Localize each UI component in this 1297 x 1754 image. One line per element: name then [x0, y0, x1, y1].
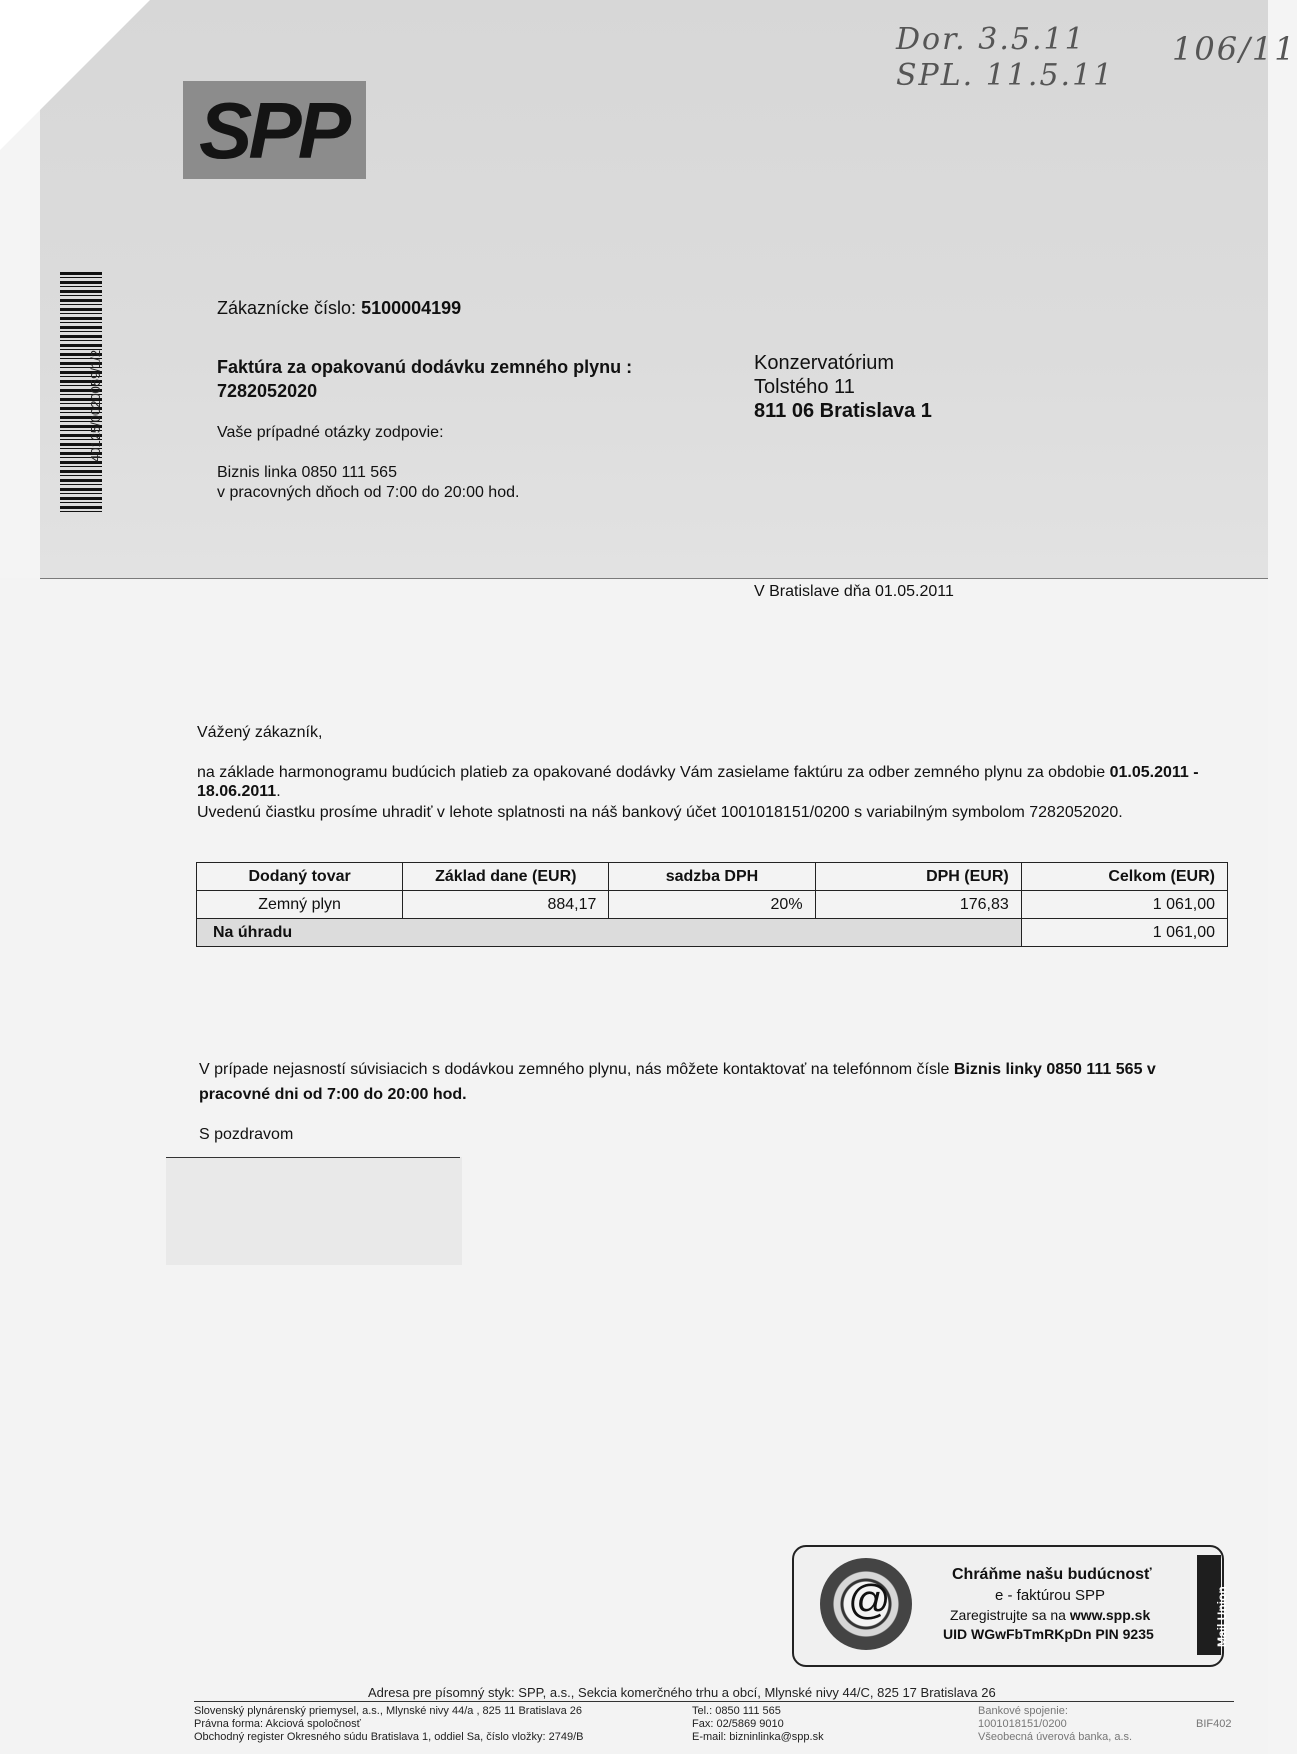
footer-divider: [194, 1701, 1234, 1702]
banner-line2: e - faktúrou SPP: [995, 1587, 1106, 1604]
paragraph-1: na základe harmonogramu budúcich platieb za opakované dodávky Vám zasielame faktúru za odber zemného plynu za obdobie 01.05.2011 - 18.06.2011.: [197, 764, 1199, 800]
table-cell: 1 061,00: [1021, 891, 1227, 919]
banner-url: www.spp.sk: [1069, 1607, 1151, 1623]
table-header: Dodaný tovar: [197, 863, 403, 891]
handwritten-corner-number: 106/11: [1172, 30, 1297, 68]
billing-period: 01.05.2011 - 18.06.2011: [197, 764, 1199, 800]
invoice-number: 7282052020: [217, 381, 318, 401]
contact-hours: v pracovných dňoch od 7:00 do 20:00 hod.: [217, 484, 520, 501]
date-line: V Bratislave dňa 01.05.2011: [754, 583, 954, 600]
footer-code: BIF402: [1196, 1718, 1232, 1730]
banner-register: Zaregistrujte sa na www.spp.sk: [950, 1607, 1151, 1623]
table-header: Celkom (EUR): [1021, 863, 1227, 891]
table-cell: 20%: [609, 891, 815, 919]
at-sign-sun-icon: @: [820, 1558, 912, 1650]
total-label: Na úhradu: [197, 919, 1022, 947]
salutation: Vážený zákazník,: [197, 724, 323, 741]
table-cell: Zemný plyn: [197, 891, 403, 919]
handwritten-received-note: Dor. 3.5.11: [896, 22, 1086, 57]
invoice-table: [196, 862, 1228, 947]
footer-address: Adresa pre písomný styk: SPP, a.s., Sekcia komerčného trhu a obcí, Mlynské nivy 44/C, 825 17 Bratislava 26: [368, 1685, 996, 1700]
table-header: DPH (EUR): [815, 863, 1021, 891]
spp-logo: SPP: [183, 81, 366, 179]
fold-line: [40, 578, 1268, 579]
customer-number-line: [217, 298, 461, 319]
table-row: [197, 891, 1228, 919]
table-header-row: [197, 863, 1228, 891]
hotline-info: Biznis linky 0850 111 565 v pracovné dni od 7:00 do 20:00 hod.: [199, 1061, 1156, 1103]
banner-title: Chráňme našu budúcnosť: [952, 1566, 1152, 1583]
banner-credentials: UID WGwFbTmRKpDn PIN 9235: [943, 1626, 1154, 1642]
signature-line: [166, 1157, 460, 1158]
paragraph-2: Uvedenú čiastku prosíme uhradiť v lehote splatnosti na náš bankový účet 1001018151/0200 s variabilným symbolom 7282052020.: [197, 804, 1123, 821]
recipient-name: Konzervatórium: [754, 352, 895, 374]
paragraph-3: V prípade nejasností súvisiacich s dodávkou zemného plynu, nás môžete kontaktovať na telefónnom čísle Biznis linky 0850 111 565 v pracovné dni od 7:00 do 20:00 hod.: [199, 1061, 1156, 1103]
contact-phone: Biznis linka 0850 111 565: [217, 464, 397, 481]
table-cell: 176,83: [815, 891, 1021, 919]
mail-union-logo: Mail Union: [1197, 1555, 1221, 1655]
customer-number-label: Zákaznícke číslo:: [217, 298, 357, 318]
footer-contacts: Tel.: 0850 111 565 Fax: 02/5869 9010 E-mail: bizninlinka@spp.sk: [692, 1705, 824, 1743]
recipient-city: 811 06 Bratislava 1: [754, 400, 932, 422]
customer-number: 5100004199: [361, 298, 462, 318]
folded-corner: [0, 0, 150, 150]
table-total-row: [197, 919, 1228, 947]
table-header: Základ dane (EUR): [403, 863, 609, 891]
recipient-street: Tolstého 11: [754, 376, 855, 398]
footer-company: Slovenský plynárenský priemysel, a.s., Mlynské nivy 44/a , 825 11 Bratislava 26 Právna forma: Akciová spoločnosť Obchodný register Okresného súdu Bratislava 1, oddiel Sa, číslo vložky: 2749/B: [194, 1705, 584, 1743]
handwritten-spl-note: SPL. 11.5.11: [896, 58, 1115, 93]
invoice-title: Faktúra za opakovanú dodávku zemného plynu :: [217, 357, 633, 377]
table-header: sadzba DPH: [609, 863, 815, 891]
table-cell: 884,17: [403, 891, 609, 919]
total-value: 1 061,00: [1021, 919, 1227, 947]
signature-area: [166, 1157, 462, 1265]
barcode-number: 40125/0020059/1/2: [88, 349, 103, 462]
contact-question: Vaše prípadné otázky zodpovie:: [217, 424, 444, 441]
footer-bank: Bankové spojenie: 1001018151/0200 Všeobecná úverová banka, a.s.: [978, 1705, 1133, 1743]
closing: S pozdravom: [199, 1126, 294, 1143]
